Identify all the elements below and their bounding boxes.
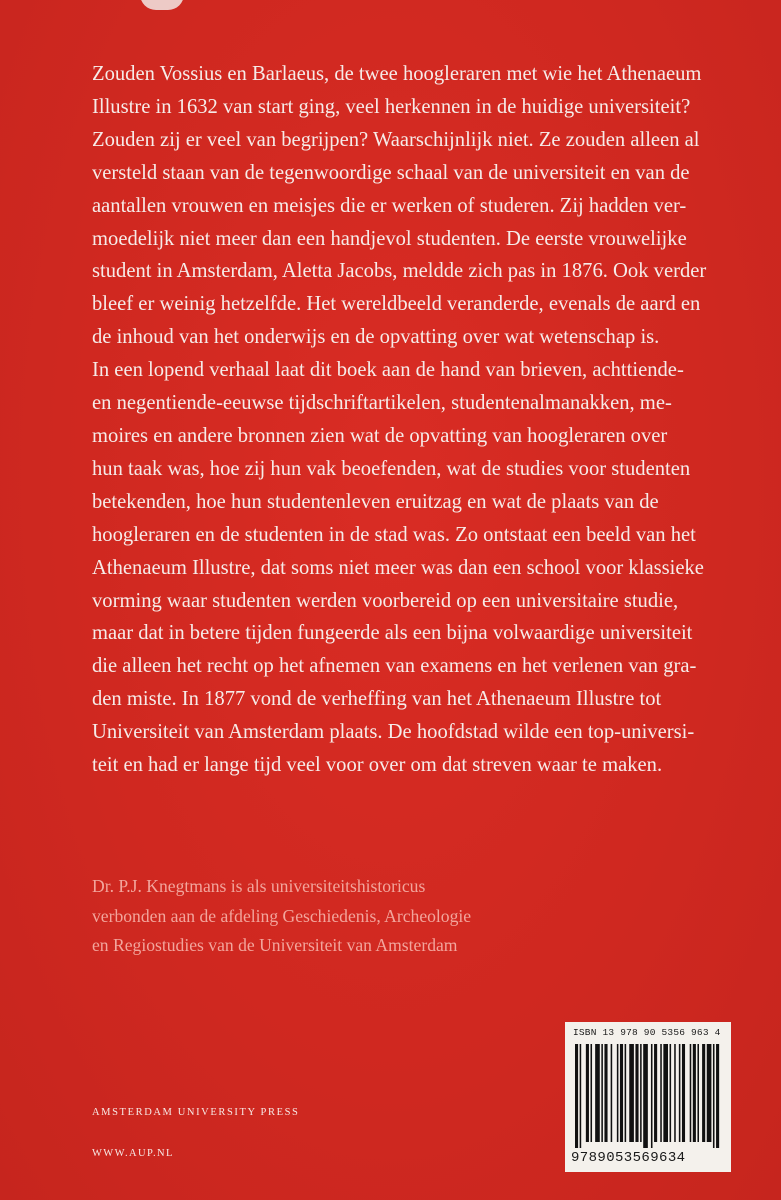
blurb-line: aantallen vrouwen en meisjes die er werken of studeren. Zij hadden ver- (92, 194, 687, 217)
author-bio-line: verbonden aan de afdeling Geschiedenis, Archeologie (92, 905, 472, 926)
barcode-bar (690, 1044, 692, 1142)
blurb-line: die alleen het recht op het afnemen van examens en het verlenen van gra- (92, 655, 697, 678)
barcode-bar (625, 1044, 627, 1142)
barcode-bar (651, 1044, 653, 1148)
blurb-line: hun taak was, hoe zij hun vak beoefenden, wat de studies voor studenten (92, 457, 691, 480)
barcode-bar (660, 1044, 662, 1142)
barcode-bar (674, 1044, 676, 1142)
blurb-line: Athenaeum Illustre, dat soms niet meer was dan een school voor klassieke (92, 556, 704, 579)
barcode-digits: 9789053569634 (571, 1150, 686, 1166)
blurb-line: betekenden, hoe hun studentenleven eruitzag en wat de plaats van de (92, 490, 659, 513)
blurb-line: Illustre in 1632 van start ging, veel herkennen in de huidige universiteit? (92, 95, 691, 118)
barcode-bar (697, 1044, 699, 1142)
blurb-line: teit en had er lange tijd veel voor over om dat streven waar te maken. (92, 754, 663, 777)
blurb-line: den miste. In 1877 vond de verheffing van het Athenaeum Illustre tot (92, 688, 662, 711)
blurb-line: Universiteit van Amsterdam plaats. De hoofdstad wilde een top-universi- (92, 721, 695, 744)
publisher-website: WWW.AUP.NL (92, 1148, 174, 1159)
blurb-line: student in Amsterdam, Aletta Jacobs, meldde zich pas in 1876. Ook verder (92, 260, 707, 283)
barcode-bar (702, 1044, 705, 1142)
blurb-line: versteld staan van de tegenwoordige schaal van de universiteit en van de (92, 161, 690, 184)
barcode-bar (580, 1044, 582, 1148)
barcode-bar (595, 1044, 600, 1142)
barcode-bar (663, 1044, 668, 1142)
isbn-barcode (565, 1022, 731, 1172)
barcode-bar (640, 1044, 642, 1142)
author-bio (92, 872, 471, 961)
barcode-bar (654, 1044, 657, 1142)
cover-edge-mark (140, 0, 184, 10)
barcode-bar (713, 1044, 715, 1148)
blurb-line: In een lopend verhaal laat dit boek aan de hand van brieven, achttiende- (92, 359, 684, 382)
barcode-bar (604, 1044, 607, 1142)
barcode-bar (611, 1044, 613, 1142)
barcode-bar (716, 1044, 719, 1148)
barcode-bar (635, 1044, 638, 1142)
blurb-text (92, 58, 732, 782)
blurb-line: Zouden zij er veel van begrijpen? Waarschijnlijk niet. Ze zouden alleen al (92, 128, 700, 151)
barcode-bar (682, 1044, 685, 1142)
barcode-bar (693, 1044, 696, 1142)
barcode-bar (643, 1044, 648, 1148)
barcode-bar (629, 1044, 634, 1142)
blurb-line: moedelijk niet meer dan een handjevol studenten. De eerste vrouwelijke (92, 227, 687, 250)
blurb-line: hoogleraren en de studenten in de stad was. Zo ontstaat een beeld van het (92, 523, 696, 546)
blurb-line: Zouden Vossius en Barlaeus, de twee hoogleraren met wie het Athenaeum (92, 63, 702, 85)
author-bio-line: Dr. P.J. Knegtmans is als universiteitshistoricus (92, 876, 426, 896)
blurb-line: moires en andere bronnen zien wat de opvatting van hoogleraren over (92, 424, 668, 447)
barcode-bar (586, 1044, 589, 1142)
barcode-bar (591, 1044, 593, 1142)
barcode-bar (707, 1044, 712, 1142)
author-bio-line: en Regiostudies van de Universiteit van Amsterdam (92, 935, 458, 955)
publisher-name: AMSTERDAM UNIVERSITY PRESS (92, 1107, 300, 1118)
barcode-bar (620, 1044, 623, 1142)
barcode-bar (575, 1044, 578, 1148)
barcode-bar (601, 1044, 603, 1142)
blurb-line: bleef er weinig hetzelfde. Het wereldbeeld veranderde, evenals de aard en (92, 293, 701, 316)
barcode-bar (617, 1044, 619, 1142)
blurb-line: en negentiende-eeuwse tijdschriftartikelen, studentenalmanakken, me- (92, 392, 672, 415)
barcode-bar (679, 1044, 681, 1142)
blurb-line: vorming waar studenten werden voorbereid op een universitaire studie, (92, 589, 679, 612)
isbn-label: ISBN 13 978 90 5356 963 4 (573, 1027, 721, 1038)
blurb-line: de inhoud van het onderwijs en de opvatting over wat wetenschap is. (92, 326, 660, 349)
barcode-bars (575, 1044, 721, 1148)
barcode-bar (670, 1044, 672, 1142)
blurb-line: maar dat in betere tijden fungeerde als een bijna volwaardige universiteit (92, 622, 693, 645)
